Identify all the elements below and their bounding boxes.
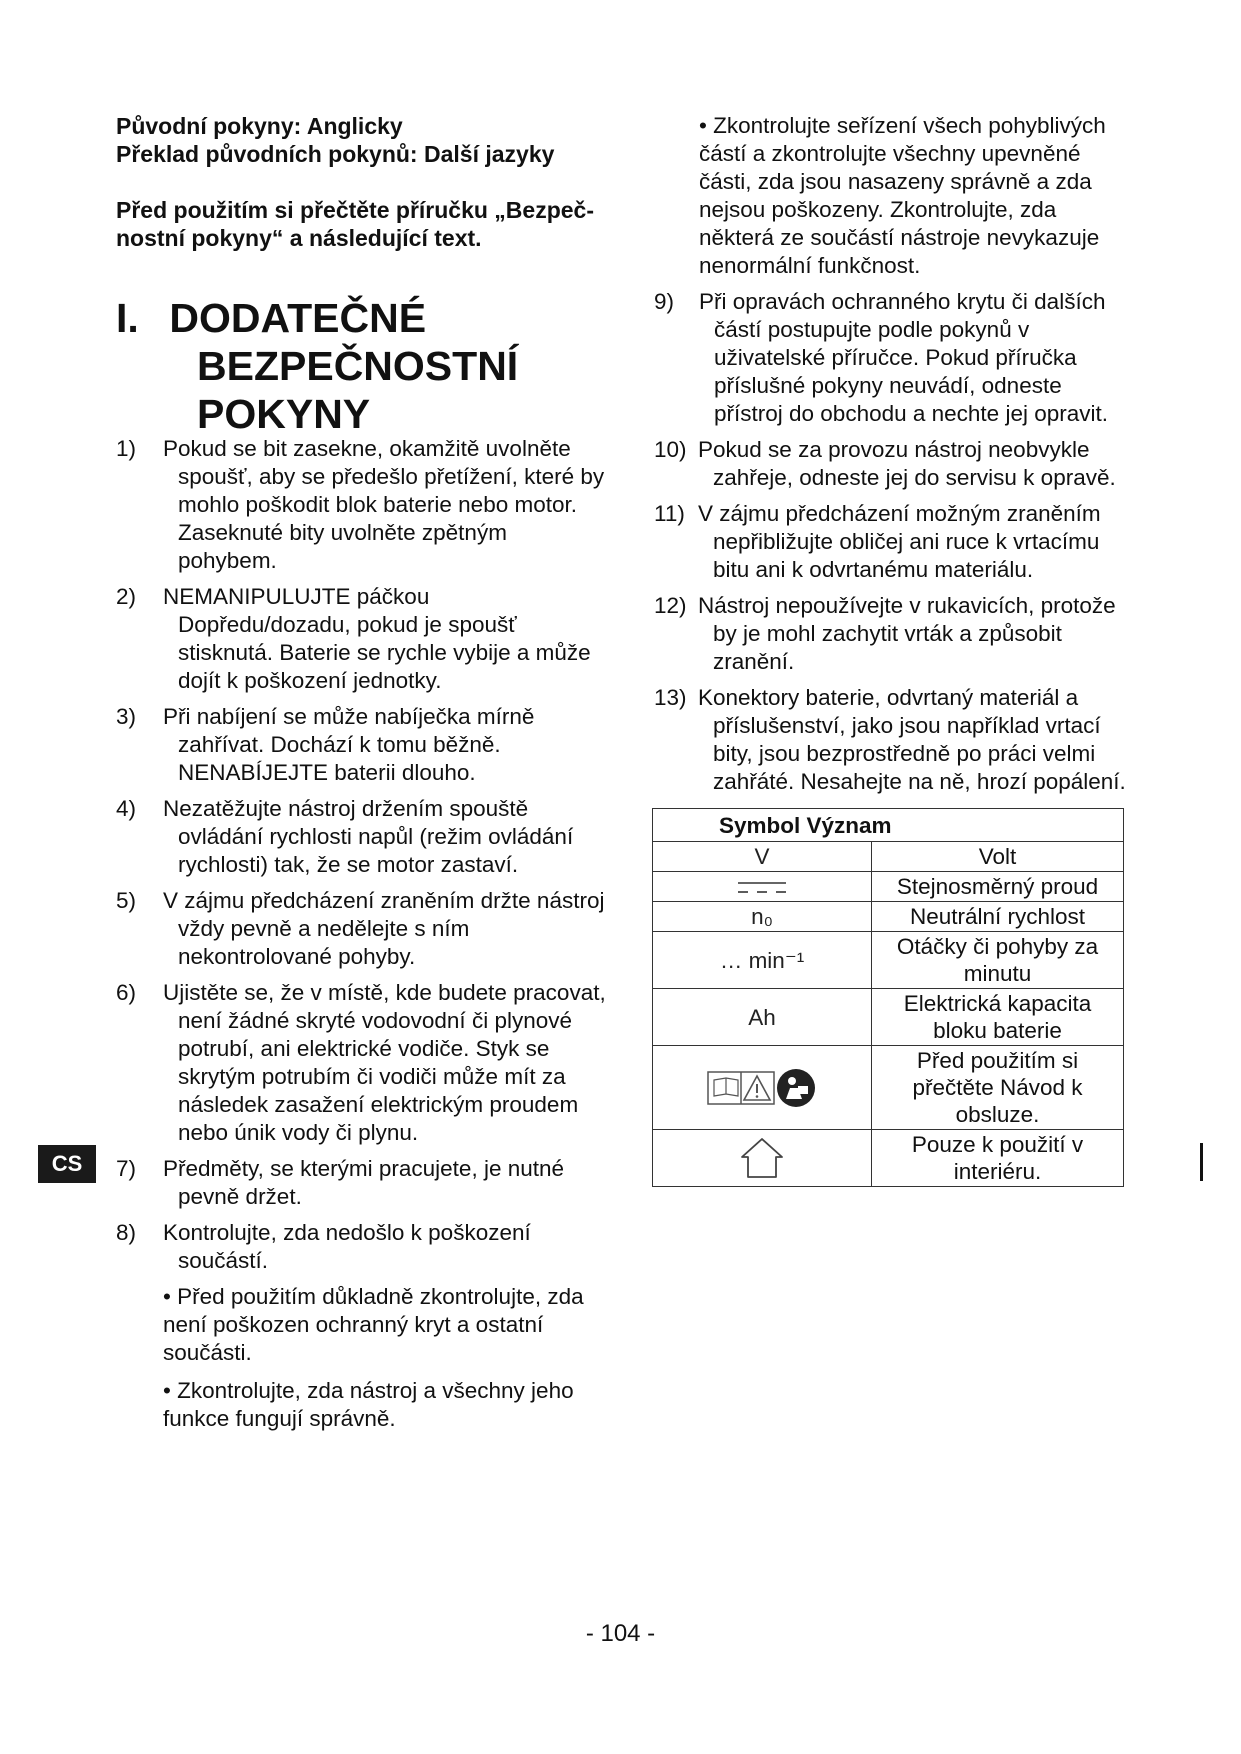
list-item: 6) Ujistěte se, že v místě, kde budete pracovat, není žádné skryté vodovodní či plynové potrubí, ani elektrické vodiče. Styk se skrytým potrubím či vodiči může mít za následek zasažení elektrickým proudem nebo únik vody či plynu. bbox=[116, 980, 606, 1145]
list-item: 13) Konektory baterie, odvrtaný materiál a příslušenství, jako jsou například vrtací bity, jsou bezprostředně po práci velmi zahřáté. Nesahejte na ně, hrozí popálení. bbox=[654, 685, 1126, 794]
list-item: 10) Pokud se za provozu nástroj neobvykle zahřeje, odneste jej do servisu k opravě. bbox=[654, 437, 1116, 490]
header-original: Původní pokyny: Anglicky bbox=[116, 113, 403, 139]
left-column bbox=[116, 435, 606, 1443]
table-header-row bbox=[653, 809, 1124, 842]
list-item: 1) Pokud se bit zasekne, okamžitě uvolněte spoušť, aby se předešlo přetížení, které by mohlo poškodit blok baterie nebo motor. Zaseknuté bity uvolněte zpětným pohybem. bbox=[116, 436, 605, 573]
table-row bbox=[653, 902, 1124, 932]
header-read-first-2: nostní pokyny“ a následující text. bbox=[116, 225, 482, 251]
table-row bbox=[653, 989, 1124, 1046]
meaning-cell: Elektrická kapacita bloku baterie bbox=[872, 989, 1124, 1046]
symbol-no-load-speed: n₀ bbox=[653, 902, 872, 932]
page-number: - 104 - bbox=[585, 1620, 656, 1647]
read-manual-icon bbox=[706, 1066, 818, 1110]
table-header: Symbol Význam bbox=[653, 809, 1124, 842]
manual-warning-icons bbox=[653, 1046, 872, 1130]
section-title: I. DODATEČNÉ BEZPEČNOSTNÍ POKYNY bbox=[116, 295, 519, 437]
meaning-cell: Stejnosměrný proud bbox=[872, 872, 1124, 902]
list-item: 12) Nástroj nepoužívejte v rukavicích, protože by je mohl zachytit vrták a způsobit zranění. bbox=[654, 593, 1116, 674]
margin-mark bbox=[1200, 1143, 1203, 1181]
meaning-cell: Neutrální rychlost bbox=[872, 902, 1124, 932]
bullet-item: • Před použitím důkladně zkontrolujte, zda není poškozen ochranný kryt a ostatní součásti. bbox=[163, 1284, 584, 1365]
symbol-volt: V bbox=[653, 842, 872, 872]
list-item: 7) Předměty, se kterými pracujete, je nutné pevně držet. bbox=[116, 1156, 565, 1209]
dc-symbol-icon bbox=[653, 872, 872, 902]
list-item: 5) V zájmu předcházení zraněním držte nástroj vždy pevně a nedělejte s ním nekontrolované pohyby. bbox=[116, 888, 605, 969]
section-number: I. bbox=[116, 295, 139, 341]
meaning-cell: Před použitím si přečtěte Návod k obsluze. bbox=[872, 1046, 1124, 1130]
bullet-item: • Zkontrolujte seřízení všech pohyblivých částí a zkontrolujte všechny upevněné části, zda jsou nasazeny správně a zda nejsou poškozeny. Zkontrolujte, zda některá ze součástí nástroje nevykazuje nenormální funkčnost. bbox=[699, 113, 1106, 278]
symbol-table bbox=[652, 808, 1124, 1187]
house-icon bbox=[653, 1130, 872, 1187]
table-row bbox=[653, 1130, 1124, 1187]
list-item: 11) V zájmu předcházení možným zraněním nepřibližujte obličej ani ruce k vrtacímu bitu ani k odvrtanému materiálu. bbox=[654, 501, 1101, 582]
meaning-cell: Otáčky či pohyby za minutu bbox=[872, 932, 1124, 989]
language-tab: CS bbox=[38, 1145, 96, 1183]
table-row bbox=[653, 932, 1124, 989]
header-read-first-1: Před použitím si přečtěte příručku „Bezpeč- bbox=[116, 197, 595, 223]
header-translation: Překlad původních pokynů: Další jazyky bbox=[116, 141, 555, 167]
bullet-item: • Zkontrolujte, zda nástroj a všechny jeho funkce fungují správně. bbox=[163, 1378, 574, 1431]
list-item: 2) NEMANIPULUJTE páčkou Dopředu/dozadu, pokud je spoušť stisknutá. Baterie se rychle vybije a může dojít k poškození jednotky. bbox=[116, 584, 591, 693]
meaning-cell: Pouze k použití v interiéru. bbox=[872, 1130, 1124, 1187]
table-row bbox=[653, 1046, 1124, 1130]
symbol-rpm: … min⁻¹ bbox=[653, 932, 872, 989]
list-item: 4) Nezatěžujte nástroj držením spouště ovládání rychlosti napůl (režim ovládání rychlosti) tak, že se motor zastaví. bbox=[116, 796, 574, 877]
list-item: 3) Při nabíjení se může nabíječka mírně zahřívat. Dochází k tomu běžně. NENABÍJEJTE baterii dlouho. bbox=[116, 704, 535, 785]
symbol-ampere-hour: Ah bbox=[653, 989, 872, 1046]
meaning-cell: Volt bbox=[872, 842, 1124, 872]
header-block bbox=[116, 112, 596, 252]
list-item: 8) Kontrolujte, zda nedošlo k poškození součástí. bbox=[116, 1220, 531, 1273]
right-column bbox=[654, 112, 1134, 804]
list-item: 9) Při opravách ochranného krytu či dalších částí postupujte podle pokynů v uživatelské příručce. Pokud příručka příslušné pokyny neuvádí, odneste přístroj do obchodu a nechte jej opravit. bbox=[654, 289, 1108, 426]
table-row bbox=[653, 872, 1124, 902]
table-row bbox=[653, 842, 1124, 872]
